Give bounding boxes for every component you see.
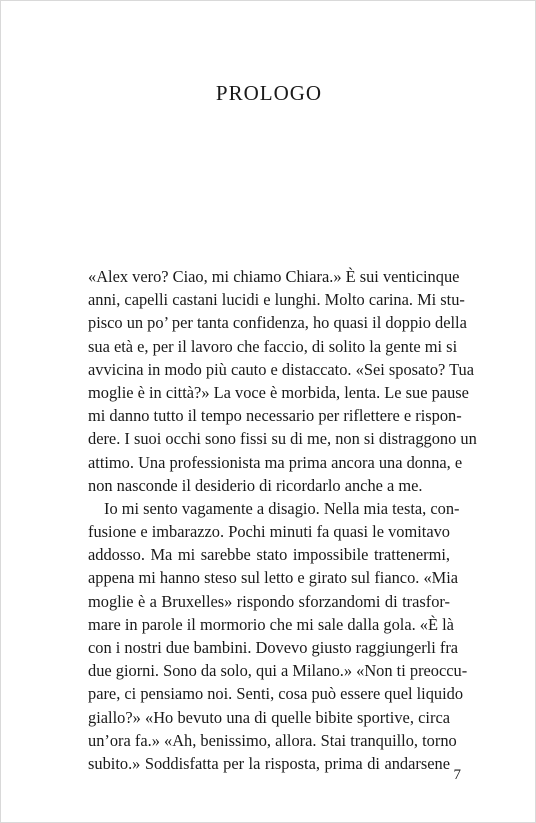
- chapter-title: PROLOGO: [215, 81, 323, 105]
- text-line: mare in parole il mormorio che mi sale dalla gola. «È là: [88, 614, 454, 634]
- text-line: Io mi sento vagamente a disagio. Nella mia testa, con-: [104, 498, 460, 518]
- text-line: pare, ci pensiamo noi. Senti, cosa può essere quel liquido: [88, 684, 464, 704]
- text-line: non nasconde il desiderio di ricordarlo anche a me.: [88, 475, 423, 495]
- text-line: mi danno tutto il tempo necessario per riflettere e rispon-: [88, 406, 462, 426]
- text-line: avvicina in modo più cauto e distaccato. «Sei sposato? Tua: [88, 359, 475, 379]
- text-line: attimo. Una professionista ma prima ancora una donna, e: [88, 452, 463, 472]
- text-line: due giorni. Sono da solo, qui a Milano.» «Non ti preoccu-: [88, 661, 468, 681]
- text-line: giallo?» «Ho bevuto una di quelle bibite sportive, circa: [88, 707, 450, 727]
- text-line: moglie è a Bruxelles» rispondo sforzandomi di trasfor-: [88, 591, 450, 611]
- text-line: appena mi hanno steso sul letto e girato sul fianco. «Mia: [88, 568, 459, 588]
- page-number: 7: [453, 767, 461, 783]
- text-line: addosso. Ma mi sarebbe stato impossibile trattenermi,: [88, 545, 450, 565]
- text-line: sua età e, per il lavoro che faccio, di solito la gente mi si: [88, 336, 458, 356]
- text-line: fusione e imbarazzo. Pochi minuti fa quasi le vomitavo: [88, 522, 450, 542]
- text-line: con i nostri due bambini. Dovevo giusto raggiungerli fra: [88, 638, 459, 657]
- text-line: «Alex vero? Ciao, mi chiamo Chiara.» È sui venticinque: [88, 267, 460, 286]
- text-line: pisco un po’ per tanta confidenza, ho quasi il doppio della: [88, 313, 467, 333]
- body-text: [88, 265, 477, 775]
- text-line: moglie è in città?» La voce è morbida, lenta. Le sue pause: [88, 382, 469, 402]
- text-line: anni, capelli castani lucidi e lunghi. Molto carina. Mi stu-: [88, 290, 465, 310]
- text-line: subito.» Soddisfatta per la risposta, prima di andarsene: [88, 753, 450, 773]
- text-line: un’ora fa.» «Ah, benissimo, allora. Stai tranquillo, torno: [88, 730, 457, 750]
- text-line: dere. I suoi occhi sono fissi su di me, non si distraggono un: [88, 429, 477, 449]
